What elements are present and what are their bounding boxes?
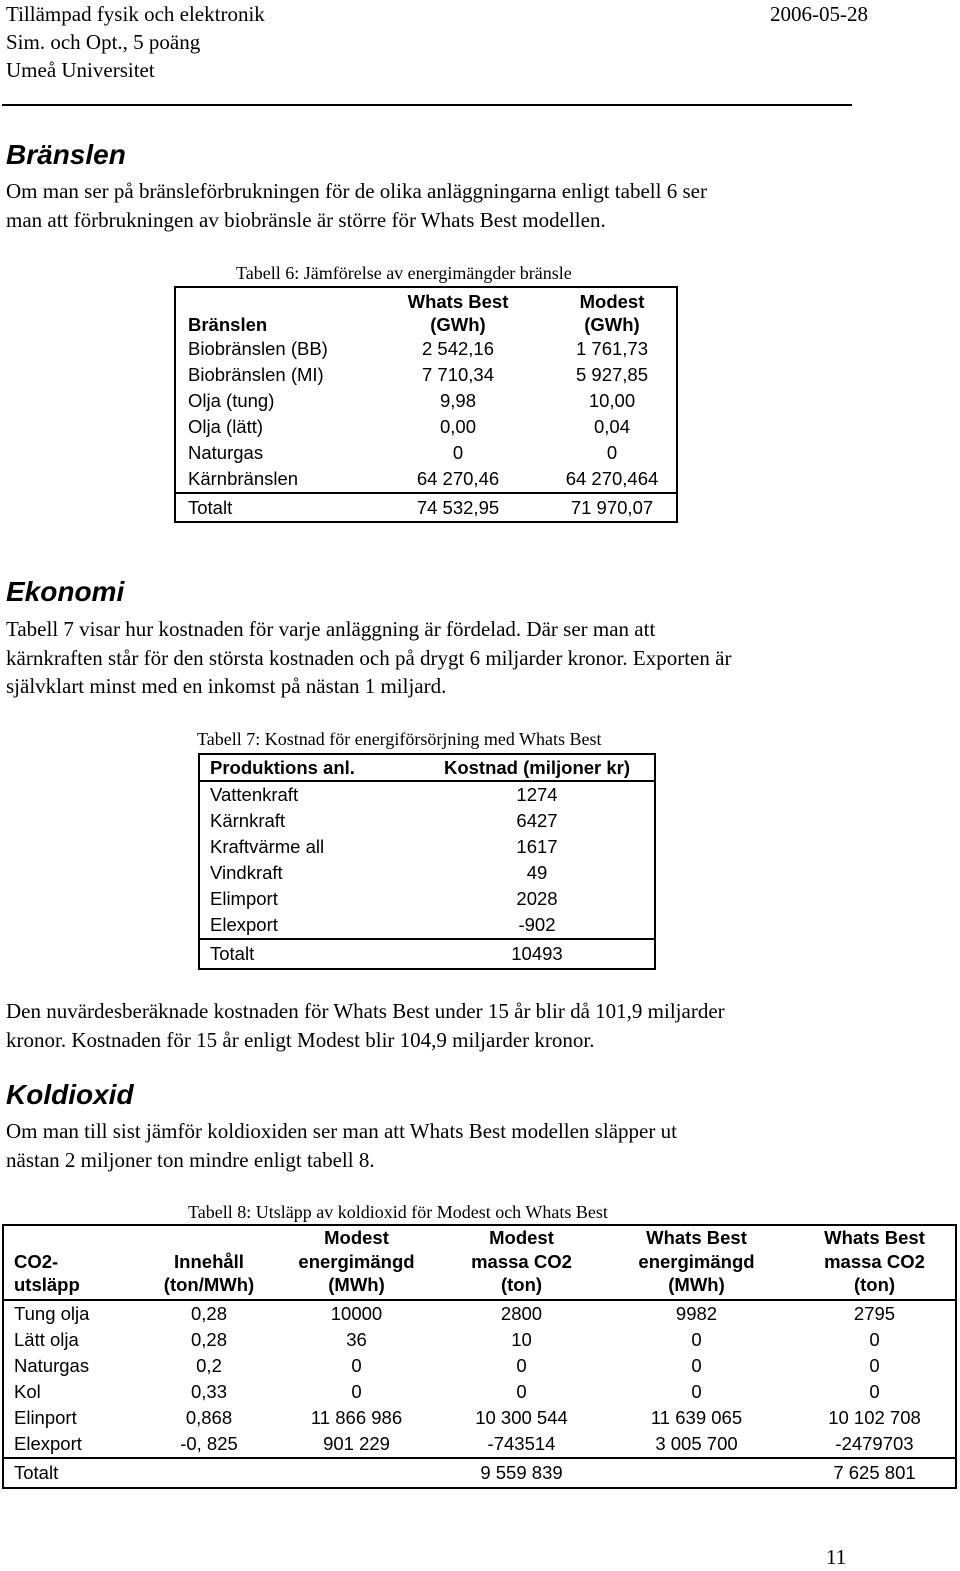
table-cell: 10 102 708 [828,1406,921,1428]
table-cell [599,1458,794,1488]
table-row [175,336,677,362]
table-cell: 3 005 700 [655,1432,738,1454]
table-row [3,1405,956,1431]
table-total-row [3,1458,956,1488]
table-cell: 1 761,73 [575,338,648,359]
table-header-cell: Innehåll (ton/MWh) [149,1225,269,1300]
paragraph-line: man att förbrukningen av biobränsle är större för Whats Best modellen. [6,207,606,232]
header-course-dept: Tillämpad fysik och elektronik [6,2,265,26]
table-cell: Kraftvärme all [210,836,325,857]
page-number: 11 [826,1545,847,1569]
table-cell: 10 [511,1328,532,1350]
table-cell: Biobränslen (MI) [188,364,324,385]
table-cell: 1274 [516,784,558,805]
table-row [199,886,655,912]
table-row [3,1431,956,1458]
table-cell: 2800 [500,1302,543,1324]
table-cell: 0 [606,442,618,463]
table-cell: Lätt olja [14,1328,79,1350]
table-cell: Tung olja [14,1302,90,1324]
table-cell: Naturgas [14,1354,90,1376]
table-header-cell: Modest massa CO2 (ton) [444,1225,599,1300]
table-cell: 0 [452,442,464,463]
table-header-row [175,287,677,336]
paragraph-co2 [6,1117,926,1174]
table-cell: 1617 [516,836,558,857]
table-row [175,466,677,493]
paragraph-line: Om man till sist jämför koldioxiden ser man att Whats Best modellen släpper ut [6,1119,677,1143]
table-total-row [199,939,655,969]
table-cell: 0 [691,1328,702,1350]
table-header-row [199,754,655,781]
section-heading-fuels: Bränslen [6,139,126,170]
table-cell: 36 [346,1328,367,1350]
table-cell: 0 [869,1354,880,1376]
table-cell: 7 625 801 [794,1458,956,1488]
paragraph-economy-summary [6,997,926,1054]
table-cell: -0, 825 [180,1432,238,1454]
table-cell: 2795 [853,1302,896,1324]
table-cell: 0 [869,1380,880,1402]
table-cell: Kol [14,1380,41,1402]
table-total-row [175,493,677,522]
table-cell: -743514 [487,1432,556,1454]
table-row [3,1327,956,1353]
table-cell: 0 [351,1380,362,1402]
table-cell: 901 229 [323,1432,390,1454]
table-cell: Elimport [210,888,278,909]
table-cell [269,1458,444,1488]
table-cell: Olja (lätt) [188,416,264,437]
table-cell: Vattenkraft [210,784,299,805]
table-header-row [3,1225,956,1300]
table-header-cell: Whats Best (GWh) [407,291,509,335]
table-cell: Elexport [14,1432,82,1454]
table-cell: 0 [691,1354,702,1376]
table-cell: Totalt [175,493,368,522]
table-cell: 0 [516,1380,527,1402]
table-cell: 7 710,34 [421,364,494,385]
table-header-cell: CO2- utsläpp [3,1225,149,1300]
header-left [6,0,265,84]
table-cell: 10000 [330,1302,383,1324]
table-row [175,440,677,466]
table-header-cell: Modest energimängd (MWh) [269,1225,444,1300]
table-cell: Totalt [199,939,420,969]
table-cell: 0,04 [593,416,630,437]
paragraph-fuels [6,177,926,234]
table-cell: 9,98 [439,390,476,411]
section-heading-economy: Ekonomi [6,576,125,607]
table-cell [149,1458,269,1488]
table-header-cell: Kostnad (miljoner kr) [420,754,655,781]
paragraph-line: Den nuvärdesberäknade kostnaden för Whats Best under 15 år blir då 101,9 miljarder [6,999,725,1023]
table-cell: Elexport [210,914,278,935]
table-cell: 10,00 [588,390,636,411]
paragraph-economy [6,615,926,701]
table-row [199,808,655,834]
table-cell: Kärnkraft [210,810,286,831]
table-cell: 49 [526,862,548,883]
paragraph-line: självklart minst med en inkomst på nästan 1 miljard. [6,674,447,698]
table-cell: 9 559 839 [444,1458,599,1488]
table-cell: Biobränslen (BB) [188,338,328,359]
table-cell: 74 532,95 [368,493,548,522]
table-row [199,912,655,939]
table-cell: 0 [351,1354,362,1376]
table-cell: -902 [518,914,556,935]
table-cell: 0,28 [190,1328,227,1350]
table-cell: 0 [691,1380,702,1402]
table7-caption: Tabell 7: Kostnad för energiförsörjning med Whats Best [197,729,602,749]
paragraph-line: Tabell 7 visar hur kostnaden för varje anläggning är fördelad. Där ser man att [6,617,656,641]
table-cell: 0,28 [190,1302,227,1324]
header-course-name: Sim. och Opt., 5 poäng [6,30,201,54]
table-cell: 0 [869,1328,880,1350]
header-university: Umeå Universitet [6,58,155,82]
table-cell: 11 639 065 [650,1406,743,1428]
table-cell: Vindkraft [210,862,283,883]
table-row [175,414,677,440]
table-cell: 5 927,85 [575,364,648,385]
table-cell: Totalt [3,1458,149,1488]
table8 [2,1224,957,1489]
table8-caption: Tabell 8: Utsläpp av koldioxid för Modest och Whats Best [188,1202,608,1222]
table-row [3,1353,956,1379]
table-cell: 10493 [420,939,655,969]
header-date: 2006-05-28 [770,2,868,26]
table-header-cell: Bränslen [188,314,268,335]
table-header-cell: Whats Best massa CO2 (ton) [794,1225,956,1300]
section-heading-co2: Koldioxid [6,1079,134,1110]
table-cell: 0,2 [196,1354,222,1376]
table-cell: Kärnbränslen [188,468,299,489]
table-row [199,781,655,808]
table-cell: -2479703 [835,1432,914,1454]
table-cell: 11 866 986 [310,1406,403,1428]
table-cell: Elinport [14,1406,77,1428]
table-cell: 0,868 [185,1406,233,1428]
table-row [175,388,677,414]
paragraph-line: kärnkraften står för den största kostnaden och på drygt 6 miljarder kronor. Exporten är [6,645,732,670]
table-cell: 2 542,16 [421,338,494,359]
table-cell: 0,00 [439,416,476,437]
table7 [198,753,656,970]
table-row [199,860,655,886]
table6-caption: Tabell 6: Jämförelse av energimängder bränsle [236,263,572,283]
paragraph-line: nästan 2 miljoner ton mindre enligt tabell 8. [6,1147,375,1172]
table-cell: 0,33 [190,1380,227,1402]
table-cell: Olja (tung) [188,390,275,411]
table-row [199,834,655,860]
table-header-cell: Produktions anl. [199,754,420,781]
table-cell: 71 970,07 [548,493,677,522]
table-cell: 0 [516,1354,527,1376]
header-rule [2,104,852,106]
table-row [3,1300,956,1327]
table-header-cell: Modest (GWh) [579,291,645,335]
paragraph-line: Om man ser på bränsleförbrukningen för de olika anläggningarna enligt tabell 6 ser [6,179,707,203]
table-cell: 10 300 544 [475,1406,568,1428]
paragraph-line: kronor. Kostnaden för 15 år enligt Modest blir 104,9 miljarder kronor. [6,1027,595,1052]
table-cell: Naturgas [188,442,264,463]
table-cell: 6427 [516,810,558,831]
table-row [3,1379,956,1405]
table-cell: 64 270,464 [565,468,659,489]
table6 [174,286,678,523]
table-cell: 64 270,46 [416,468,500,489]
table-row [175,362,677,388]
table-cell: 9982 [675,1302,718,1324]
table-header-cell: Whats Best energimängd (MWh) [599,1225,794,1300]
table-cell: 2028 [516,888,558,909]
